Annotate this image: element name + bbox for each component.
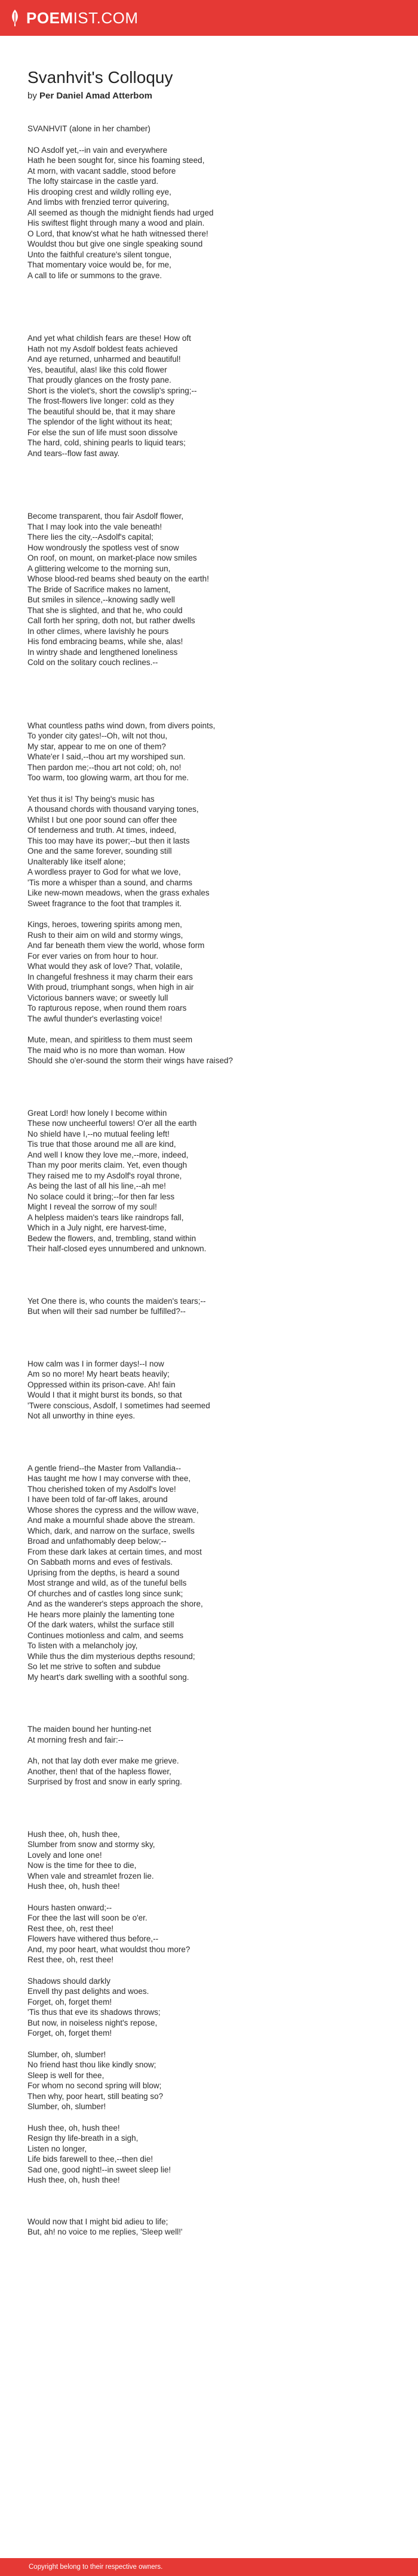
poem-line: Hours hasten onward;-- bbox=[27, 1903, 112, 1912]
poem-line: Tis true that those around me all are kind, bbox=[27, 1140, 176, 1149]
poem-line: There lies the city,--Asdolf's capital; bbox=[27, 533, 153, 541]
stanza bbox=[27, 124, 391, 134]
poem-line: Sad one, good night!--in sweet sleep lie! bbox=[27, 2165, 171, 2174]
poem-line: That she is slighted, and that he, who could bbox=[27, 605, 183, 615]
poem-line: Should she o'er-sound the storm their wings have raised? bbox=[27, 1056, 233, 1065]
site-header bbox=[0, 0, 418, 36]
poem-line: Yes, beautiful, alas! like this cold flower bbox=[27, 365, 167, 374]
poem-line: This too may have its power;--but then it lasts bbox=[27, 836, 190, 845]
poem-line: Now is the time for thee to die, bbox=[27, 1861, 137, 1870]
poem-line: Then pardon me;--thou art not cold; oh, no! bbox=[27, 762, 182, 772]
poem-line: My star, appear to me on one of them? bbox=[27, 741, 166, 751]
poem-line: Hath he been sought for, since his foaming steed, bbox=[27, 156, 205, 165]
poem-line: Short is the violet's, short the cowslip's spring;-- bbox=[27, 386, 197, 395]
poem-line: Sweet fragrance to the foot that tramples it. bbox=[27, 898, 182, 908]
poem-line: But, ah! no voice to me replies, 'Sleep well!' bbox=[27, 2227, 183, 2236]
poem-line: For ever varies on from hour to hour. bbox=[27, 951, 159, 961]
poem-line: A helpless maiden's tears like raindrops fall, bbox=[27, 1212, 184, 1222]
poem-line: Slumber, oh, slumber! bbox=[27, 2102, 106, 2111]
poem-line: On Sabbath morns and eves of festivals. bbox=[27, 1558, 173, 1566]
stanza bbox=[27, 2049, 391, 2112]
poem-line: Then why, poor heart, still beating so? bbox=[27, 2091, 164, 2101]
poem-line: Broad and unfathomably deep below;-- bbox=[27, 1537, 167, 1546]
poem-line: And make a mournful shade above the stream. bbox=[27, 1516, 195, 1525]
poem-line: The frost-flowers live longer: cold as they bbox=[27, 396, 174, 405]
poem-line: He hears more plainly the lamenting tone bbox=[27, 1609, 175, 1619]
poem-line: Might I reveal the sorrow of my soul! bbox=[27, 1202, 157, 1211]
logo-text-light: IST.COM bbox=[73, 8, 139, 27]
poem-line: Am so no more! My heart beats heavily; bbox=[27, 1369, 170, 1378]
poem-line: Of tenderness and truth. At times, indeed, bbox=[27, 826, 177, 835]
poem-line: NO Asdolf yet,--in vain and everywhere bbox=[27, 145, 168, 155]
poem-line: Would I that it might burst its bonds, so that bbox=[27, 1390, 182, 1399]
stanza bbox=[27, 1976, 391, 2039]
poem-line: At morning fresh and fair:-- bbox=[27, 1735, 124, 1744]
poem-line: Has taught me how I may converse with thee, bbox=[27, 1474, 191, 1483]
poem-line: Unalterably like itself alone; bbox=[27, 857, 126, 866]
poem-line: The maiden bound her hunting-net bbox=[27, 1725, 152, 1734]
poem-line: In changeful freshness it may charm their ears bbox=[27, 972, 193, 981]
poem-line: But when will their sad number be fulfilled?-- bbox=[27, 1307, 186, 1316]
poem-line: Hath not my Asdolf boldest feats achieved bbox=[27, 344, 178, 353]
copyright-text: Copyright belong to their respective owners. bbox=[29, 2563, 163, 2571]
poem-line: These now uncheerful towers! O'er all the earth bbox=[27, 1119, 197, 1128]
poem-line: Hush thee, oh, hush thee! bbox=[27, 1882, 120, 1891]
poem-line: A thousand chords with thousand varying tones, bbox=[27, 805, 199, 814]
stanza bbox=[27, 1296, 391, 1317]
poem-line: Whose blood-red beams shed beauty on the earth! bbox=[27, 574, 209, 583]
poem-line: When vale and streamlet frozen lie. bbox=[27, 1871, 154, 1881]
poem-line: Of churches and of castles long since sunk; bbox=[27, 1589, 183, 1598]
poem-line: That momentary voice would be, for me, bbox=[27, 260, 171, 269]
poem-line: All seemed as though the midnight fiends had urged bbox=[27, 208, 214, 217]
poem-line: Forget, oh, forget them! bbox=[27, 1997, 112, 2006]
poem-line: His drooping crest and wildly rolling eye, bbox=[27, 187, 171, 196]
poem-line: I have been told of far-off lakes, around bbox=[27, 1495, 168, 1504]
poem-line: Lovely and lone one! bbox=[27, 1850, 102, 1860]
poem-line: Yet One there is, who counts the maiden's tears;-- bbox=[27, 1296, 206, 1306]
poem-line: Than my poor merits claim. Yet, even though bbox=[27, 1161, 188, 1169]
poem-line: They raised me to my Asdolf's royal throne, bbox=[27, 1171, 182, 1180]
poem-line: 'Twere conscious, Asdolf, I sometimes had seemed bbox=[27, 1401, 210, 1410]
poem-line: How wondrously the spotless vest of snow bbox=[27, 543, 179, 552]
poem-line: Most strange and wild, as of the tuneful bells bbox=[27, 1578, 187, 1587]
poem-line: Whilst I but one poor sound can offer thee bbox=[27, 815, 177, 824]
poem-line: Another, then! that of the hapless flower, bbox=[27, 1766, 171, 1776]
poem-line: Uprising from the depths, is heard a sound bbox=[27, 1568, 180, 1577]
poem-line: The Bride of Sacrifice makes no lament, bbox=[27, 584, 171, 594]
poem-line: And aye returned, unharmed and beautiful! bbox=[27, 355, 181, 364]
poem-line: As being the last of all his line,--ah me! bbox=[27, 1181, 166, 1190]
stanza bbox=[27, 2217, 391, 2238]
stanza bbox=[27, 145, 391, 281]
poem-line: The splendor of the light without its heat; bbox=[27, 417, 173, 426]
poem-line: Great Lord! how lonely I become within bbox=[27, 1108, 167, 1118]
main-content bbox=[0, 36, 418, 2238]
poem-line: Rest thee, oh, rest thee! bbox=[27, 1955, 114, 1964]
poem-body bbox=[27, 124, 391, 2238]
poem-line: The hard, cold, shining pearls to liquid tears; bbox=[27, 438, 186, 447]
poem-line: The beautiful should be, that it may share bbox=[27, 407, 176, 416]
poem-line: Hush thee, oh, hush thee! bbox=[27, 2175, 120, 2184]
poem-line: Victorious banners wave; or sweetly lull bbox=[27, 993, 168, 1002]
poem-line: Rest thee, oh, rest thee! bbox=[27, 1923, 114, 1933]
poem-line: Rush to their aim on wild and stormy wings, bbox=[27, 930, 183, 940]
poem-line: Forget, oh, forget them! bbox=[27, 2029, 112, 2038]
stanza bbox=[27, 1108, 391, 1254]
poem-line: And, my poor heart, what wouldst thou more? bbox=[27, 1944, 190, 1954]
poem-line: 'Tis thus that eve its shadows throws; bbox=[27, 2008, 161, 2017]
poem-title: Svanhvit's Colloquy bbox=[27, 68, 173, 87]
poem-line: And well I know they love me,--more, indeed, bbox=[27, 1150, 189, 1159]
poem-line: Surprised by frost and snow in early spring. bbox=[27, 1777, 182, 1786]
poem-line: And far beneath them view the world, whose form bbox=[27, 941, 205, 950]
stanza bbox=[27, 919, 391, 1024]
poem-line: On roof, on mount, on market-place now smiles bbox=[27, 553, 197, 562]
poem-line: Whose shores the cypress and the willow wave, bbox=[27, 1505, 199, 1515]
logo-text-bold: POEM bbox=[26, 8, 73, 27]
stanza bbox=[27, 1035, 391, 1066]
poem-line: Flowers have withered thus before,-- bbox=[27, 1934, 159, 1943]
poem-line: To rapturous repose, when round them roars bbox=[27, 1004, 187, 1012]
poem-line: For whom no second spring will blow; bbox=[27, 2081, 162, 2090]
poem-line: Ah, not that lay doth ever make me grieve. bbox=[27, 1756, 179, 1765]
poem-line: So let me strive to soften and subdue bbox=[27, 1662, 161, 1671]
stanza bbox=[27, 1359, 391, 1421]
site-logo[interactable] bbox=[8, 9, 139, 27]
poem-line: At morn, with vacant saddle, stood before bbox=[27, 166, 176, 176]
poem-line: Hush thee, oh, hush thee! bbox=[27, 2123, 120, 2132]
byline-prefix: by bbox=[27, 91, 40, 101]
poem-line: A glittering welcome to the morning sun, bbox=[27, 564, 171, 573]
stanza bbox=[27, 511, 391, 668]
author-name[interactable]: Per Daniel Amad Atterbom bbox=[39, 91, 152, 101]
stanza bbox=[27, 1829, 391, 1892]
quill-pen-icon bbox=[8, 9, 21, 27]
poem-line: Unto the faithful creature's silent tongue, bbox=[27, 250, 172, 259]
poem-line: His swiftest flight through many a wood and plain. bbox=[27, 218, 205, 227]
poem-line: Like new-mown meadows, when the grass exhales bbox=[27, 888, 210, 897]
poem-line: Kings, heroes, towering spirits among men, bbox=[27, 920, 182, 929]
poem-line: No friend hast thou like kindly snow; bbox=[27, 2060, 156, 2069]
poem-line: In other climes, where lavishly he pours bbox=[27, 626, 169, 636]
poem-line: What would they ask of love? That, volatile, bbox=[27, 962, 183, 971]
poem-line: Would now that I might bid adieu to life; bbox=[27, 2217, 168, 2226]
poem-line: Life bids farewell to thee,--then die! bbox=[27, 2155, 153, 2163]
poem-line: A gentle friend--the Master from Vallandia-- bbox=[27, 1463, 182, 1473]
poem-line: A call to life or summons to the grave. bbox=[27, 270, 162, 280]
stanza bbox=[27, 333, 391, 458]
poem-line: With proud, triumphant songs, when high in air bbox=[27, 983, 194, 992]
poem-line: How calm was I in former days!--I now bbox=[27, 1359, 164, 1368]
poem-line: Bedew the flowers, and, trembling, stand within bbox=[27, 1233, 196, 1243]
poem-line: But now, in noiseless night's repose, bbox=[27, 2018, 158, 2027]
poem-line: One and the same forever, sounding still bbox=[27, 847, 172, 855]
poem-line: Cold on the solitary couch reclines.-- bbox=[27, 658, 158, 667]
poem-line: No solace could it bring;--for then far less bbox=[27, 1192, 175, 1201]
poem-line: No shield have I,--no mutual feeling left! bbox=[27, 1129, 170, 1138]
stanza bbox=[27, 1903, 391, 1965]
poem-line: O Lord, that know'st what he hath witnessed there! bbox=[27, 229, 208, 238]
poem-line: Call forth her spring, doth not, but rather dwells bbox=[27, 616, 195, 625]
poem-line: Hush thee, oh, hush thee, bbox=[27, 1829, 120, 1839]
poem-line: Which, dark, and narrow on the surface, swells bbox=[27, 1526, 195, 1535]
stanza bbox=[27, 1724, 391, 1745]
poem-line: A wordless prayer to God for what we love, bbox=[27, 867, 181, 876]
stanza bbox=[27, 1756, 391, 1787]
poem-line: Sleep is well for thee, bbox=[27, 2070, 105, 2080]
poem-byline bbox=[27, 91, 391, 101]
poem-line: Become transparent, thou fair Asdolf flower, bbox=[27, 512, 184, 521]
poem-line: And tears--flow fast away. bbox=[27, 448, 120, 458]
poem-line: What countless paths wind down, from divers points, bbox=[27, 721, 216, 730]
poem-line: That I may look into the vale beneath! bbox=[27, 522, 162, 531]
poem-line: To yonder city gates!--Oh, wilt not thou, bbox=[27, 731, 168, 740]
poem-line: Which in a July night, ere harvest-time, bbox=[27, 1223, 167, 1232]
stanza bbox=[27, 721, 391, 783]
poem-line: Too warm, too glowing warm, art thou for me. bbox=[27, 773, 189, 782]
poem-line: Not all unworthy in thine eyes. bbox=[27, 1411, 136, 1420]
poem-line: The lofty staircase in the castle yard. bbox=[27, 177, 159, 186]
poem-line: Their half-closed eyes unnumbered and unknown. bbox=[27, 1244, 207, 1253]
poem-line: And yet what childish fears are these! How oft bbox=[27, 334, 191, 343]
poem-line: For else the sun of life must soon dissolve bbox=[27, 427, 178, 437]
stanza bbox=[27, 794, 391, 909]
poem-line: While thus the dim mysterious depths resound; bbox=[27, 1651, 195, 1661]
poem-line: Wouldst thou but give one single speaking sound bbox=[27, 239, 203, 248]
poem-line: The maid who is no more than woman. How bbox=[27, 1045, 185, 1055]
poem-line: 'Tis more a whisper than a sound, and charms bbox=[27, 878, 192, 887]
poem-line: SVANHVIT (alone in her chamber) bbox=[27, 124, 150, 133]
poem-line: Slumber from snow and stormy sky, bbox=[27, 1840, 155, 1849]
poem-line: My heart's dark swelling with a soothful song. bbox=[27, 1672, 189, 1682]
poem-line: Thou cherished token of my Asdolf's love! bbox=[27, 1484, 176, 1494]
poem-line: Continues motionless and calm, and seems bbox=[27, 1630, 184, 1640]
poem-line: And limbs with frenzied terror quivering, bbox=[27, 198, 170, 207]
poem-line: His fond embracing beams, while she, alas! bbox=[27, 637, 183, 646]
poem-line: Slumber, oh, slumber! bbox=[27, 2049, 106, 2059]
poem-line: The awful thunder's everlasting voice! bbox=[27, 1014, 162, 1023]
poem-line: Oppressed within its prison-cave. Ah! fain bbox=[27, 1380, 176, 1389]
poem-line: From these dark lakes at certain times, and most bbox=[27, 1547, 202, 1556]
stanza bbox=[27, 2123, 391, 2186]
poem-line: To listen with a melancholy joy, bbox=[27, 1641, 138, 1650]
poem-line: Resign thy life-breath in a sigh, bbox=[27, 2134, 139, 2143]
poem-line: Of the dark waters, whilst the surface still bbox=[27, 1620, 174, 1629]
site-footer bbox=[0, 2558, 418, 2576]
stanza bbox=[27, 1463, 391, 1683]
poem-line: That proudly glances on the frosty pane. bbox=[27, 376, 171, 384]
poem-line: Whate'er I said,--thou art my worshiped sun. bbox=[27, 752, 186, 761]
poem-line: Listen no longer, bbox=[27, 2144, 87, 2153]
poem-line: And as the wanderer's steps approach the shore, bbox=[27, 1599, 203, 1608]
poem-line: Mute, mean, and spiritless to them must seem bbox=[27, 1035, 193, 1044]
poem-line: Yet thus it is! Thy being's music has bbox=[27, 794, 155, 804]
poem-line: For thee the last will soon be o'er. bbox=[27, 1913, 147, 1922]
poem-line: In wintry shade and lengthened loneliness bbox=[27, 647, 178, 657]
poem-line: Shadows should darkly bbox=[27, 1976, 110, 1986]
poem-line: But smiles in silence,--knowing sadly well bbox=[27, 595, 175, 604]
poem-line: Envell thy past delights and woes. bbox=[27, 1987, 149, 1996]
